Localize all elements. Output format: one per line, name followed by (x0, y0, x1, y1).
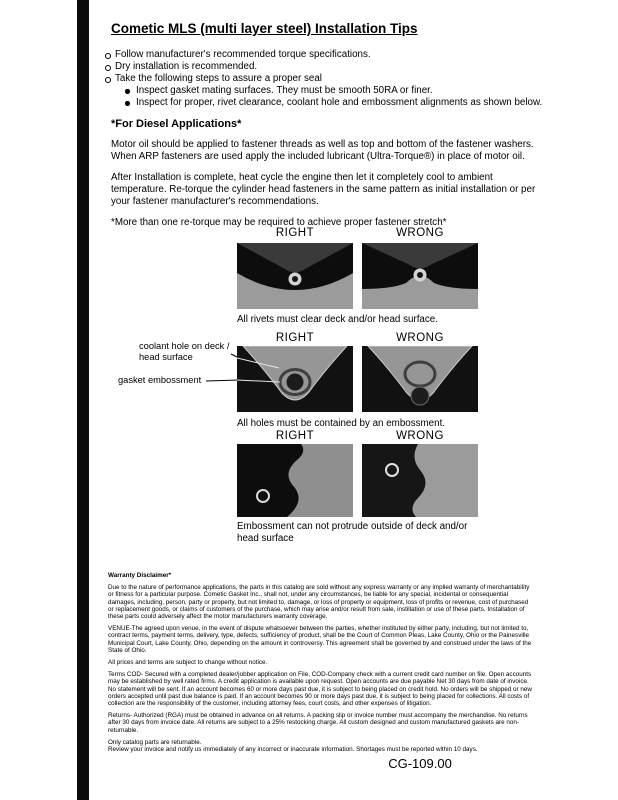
list-item (104, 73, 544, 85)
figure-caption: All rivets must clear deck and/or head surface. (237, 314, 438, 325)
figure-caption: Embossment can not protrude outside of deck and/or head surface (237, 521, 468, 544)
protrusion-right-diagram (237, 444, 353, 517)
rivet-wrong-diagram (362, 243, 478, 309)
embossment-right-diagram (237, 346, 353, 412)
right-label: RIGHT (275, 227, 315, 239)
legal-paragraph: Only catalog parts are returnable. (108, 738, 202, 746)
open-bullet-icon (105, 65, 111, 71)
installation-tips-list (104, 49, 544, 109)
warranty-disclaimer-section (108, 572, 534, 758)
filled-bullet-icon (125, 101, 130, 106)
legal-paragraph: VENUE-The agreed upon venue, in the event of dispute whatsoever between the parties, whether instituted by either party, including, but not limited to, contract terms, payment terms, delivery, type, defects, sufficiency of product, shall be the Court of Common Pleas, Lake County, Ohio or the Painesville Municipal Court, Lake County, Ohio, depending on the amount in controversy. This agreement shall be governed by and construed under the laws of the State of Ohio. (108, 625, 532, 654)
list-item (104, 49, 544, 61)
legal-paragraph: Returns- Authorized (RGA) must be obtained in advance on all returns. A packing slip or invoice number must accompany the merchandise. No returns after 30 days from invoice date. All returns are subject to a 25% restocking charge. All custom designed and custom manufactured gaskets are non-returnable. (108, 712, 528, 734)
legal-paragraph: All prices and terms are subject to change without notice. (108, 659, 268, 667)
retorque-note: *More than one re-torque may be required to achieve proper fastener stretch* (111, 217, 447, 228)
right-label: RIGHT (275, 430, 315, 442)
filled-bullet-icon (125, 89, 130, 94)
protrusion-wrong-diagram (362, 444, 478, 517)
coolant-hole-annotation: coolant hole on deck / head surface (139, 341, 230, 362)
gasket-embossment-annotation: gasket embossment (118, 375, 202, 385)
tip-text: Inspect gasket mating surfaces. They must be smooth 50RA or finer. (136, 85, 433, 96)
legal-paragraph: Terms COD- Secured with a completed dealer/jobber application on File, COD-Company check with a current credit card number on file. Open accounts may be established by well rated firms. A credit application is available upon request. Open accounts are due payable Net 30 days from date of invoice. No statement will be sent. If an account becomes 60 or more days past due, it is subject to being placed on credit hold. No orders will be shipped or new orders accepted until past due balance is paid. If an account becomes 90 or more days past due, it is subject to being placed for collections. All costs of collection are the responsibility of the customer, including attorney fees, court costs, and other expenses of litigation. (108, 671, 532, 708)
open-bullet-icon (105, 53, 111, 59)
rivet-right-diagram (237, 243, 353, 309)
tip-text: Dry installation is recommended. (115, 61, 258, 72)
page-code: CG-109.00 (388, 756, 452, 771)
wrong-label: WRONG (396, 227, 444, 239)
legal-paragraph: Due to the nature of performance applications, the parts in this catalog are sold without any express warranty or any implied warranty of merchantability or fitness for a particular purpose. Cometic Gasket Inc., shall not, under any circumstances, be liable for any special, incidental or consequential damages, including, person, party or property, but not limited to, damage, or loss of property or equipment, loss of profits or revenue, cost of purchased or replacement goods, or claims of customers of the purchase, which may arise and/or result from sale, instillation or use of these parts. Installation of these parts could adversely affect the motor manufacturers warranty coverage. (108, 584, 530, 621)
diesel-heading: *For Diesel Applications* (111, 118, 242, 130)
legal-heading: Warranty Disclaimer* (108, 572, 172, 579)
diesel-applications-section (111, 118, 543, 229)
page-title: Cometic MLS (multi layer steel) Installation Tips (111, 21, 418, 36)
page-edge-strip (77, 0, 89, 800)
tip-text: Take the following steps to assure a proper seal (115, 73, 322, 84)
embossment-wrong-diagram (362, 346, 478, 412)
list-sub-item (104, 85, 544, 97)
right-label: RIGHT (275, 332, 315, 344)
list-sub-item (104, 97, 544, 109)
legal-paragraph: Review your invoice and notify us immediately of any incorrect or inaccurate information. Shortages must be reported within 10 days. (108, 746, 478, 754)
wrong-label: WRONG (396, 430, 444, 442)
tip-text: Follow manufacturer's recommended torque specifications. (115, 49, 371, 60)
figure-caption: All holes must be contained by an embossment. (237, 418, 446, 429)
open-bullet-icon (105, 77, 111, 83)
diesel-paragraph: Motor oil should be applied to fastener threads as well as top and bottom of the fastener washers. When ARP fasteners are used apply the included lubricant (Ultra-Torque®) in place of motor oil. (111, 139, 534, 162)
wrong-label: WRONG (396, 332, 444, 344)
tip-text: Inspect for proper, rivet clearance, coolant hole and embossment alignments as shown below. (136, 97, 543, 108)
list-item (104, 61, 544, 73)
diesel-paragraph: After Installation is complete, heat cycle the engine then let it completely cool to ambient temperature. Re-torque the cylinder head fasteners in the same pattern as initial installation or per your fastener manufacturer's recommendations. (111, 172, 536, 207)
